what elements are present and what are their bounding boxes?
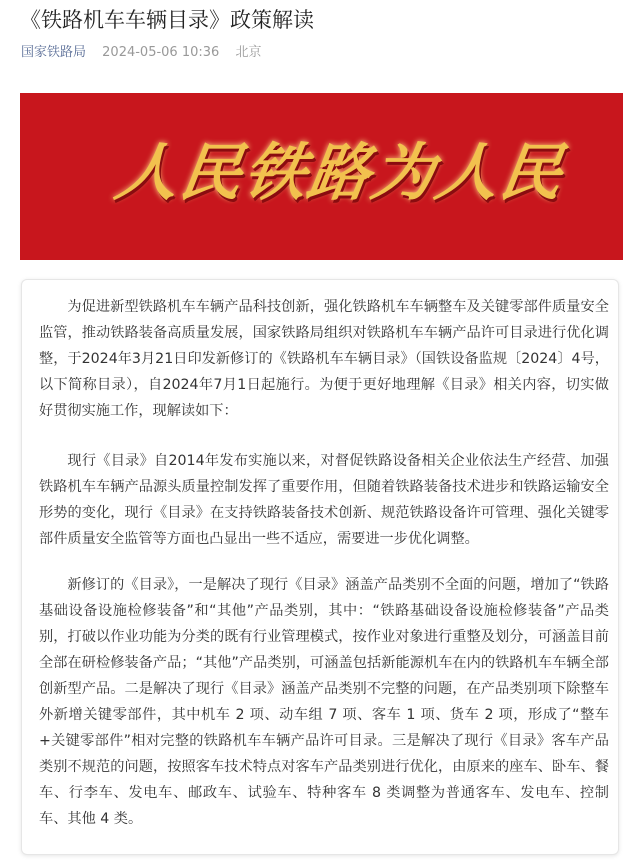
article-meta [21,43,261,63]
paragraph-intro: 为促进新型铁路机车车辆产品科技创新，强化铁路机车车辆整车及关键零部件质量安全监管，推动铁路装备高质量发展，国家铁路局组织对铁路机车车辆产品许可目录进行优化调整，于2024年3月21日印发新修订的《铁路机车车辆目录》（国铁设备监规〔2024〕4号，以下简称目录），自2024年7月1日起施行。为便于更好地理解《目录》相关内容，切实做好贯彻实施工作，现解读如下： [39,299,609,419]
paragraph-changes: 新修订的《目录》，一是解决了现行《目录》涵盖产品类别不全面的问题，增加了“铁路基础设备设施检修装备”和“其他”产品类别，其中：“铁路基础设备设施检修装备”产品类别，打破以作业功能为分类的既有行业管理模式，按作业对象进行重整及划分，可涵盖目前全部在研检修装备产品；“其他”产品类别，可涵盖包括新能源机车在内的铁路机车车辆全部创新型产品。二是解决了现行《目录》涵盖产品类别不完整的问题，在产品类别项下除整车外新增关键零部件，其中机车 2 项、动车组 7 项、客车 1 项、货车 2 项，形成了“整车+关键零部件”相对完整的铁路机车车辆产品许可目录。三是解决了现行《目录》客车产品类别不规范的问题，按照客车技术特点对客车产品类别进行优化，由原来的座车、卧车、餐车、行李车、发电车、邮政车、试验车、特种客车 8 类调整为普通客车、发电车、控制车、其他 4 类。 [39,577,609,827]
publish-location: 北京 [235,45,262,60]
paragraph-background: 现行《目录》自2014年发布实施以来，对督促铁路设备相关企业依法生产经营、加强铁路机车车辆产品源头质量控制发挥了重要作用，但随着铁路装备技术进步和铁路运输安全形势的变化，现行《目录》在支持铁路装备技术创新、规范铁路设备许可管理、强化关键零部件质量安全监管等方面也凸显出一些不适应，需要进一步优化调整。 [39,453,609,547]
source-link[interactable]: 国家铁路局 [21,45,87,60]
banner-image [20,93,623,260]
banner-calligraphy: 人民铁路为人民 [110,136,570,209]
publish-time: 2024-05-06 10:36 [102,45,220,60]
article-title: 《铁路机车车辆目录》政策解读 [20,8,314,32]
